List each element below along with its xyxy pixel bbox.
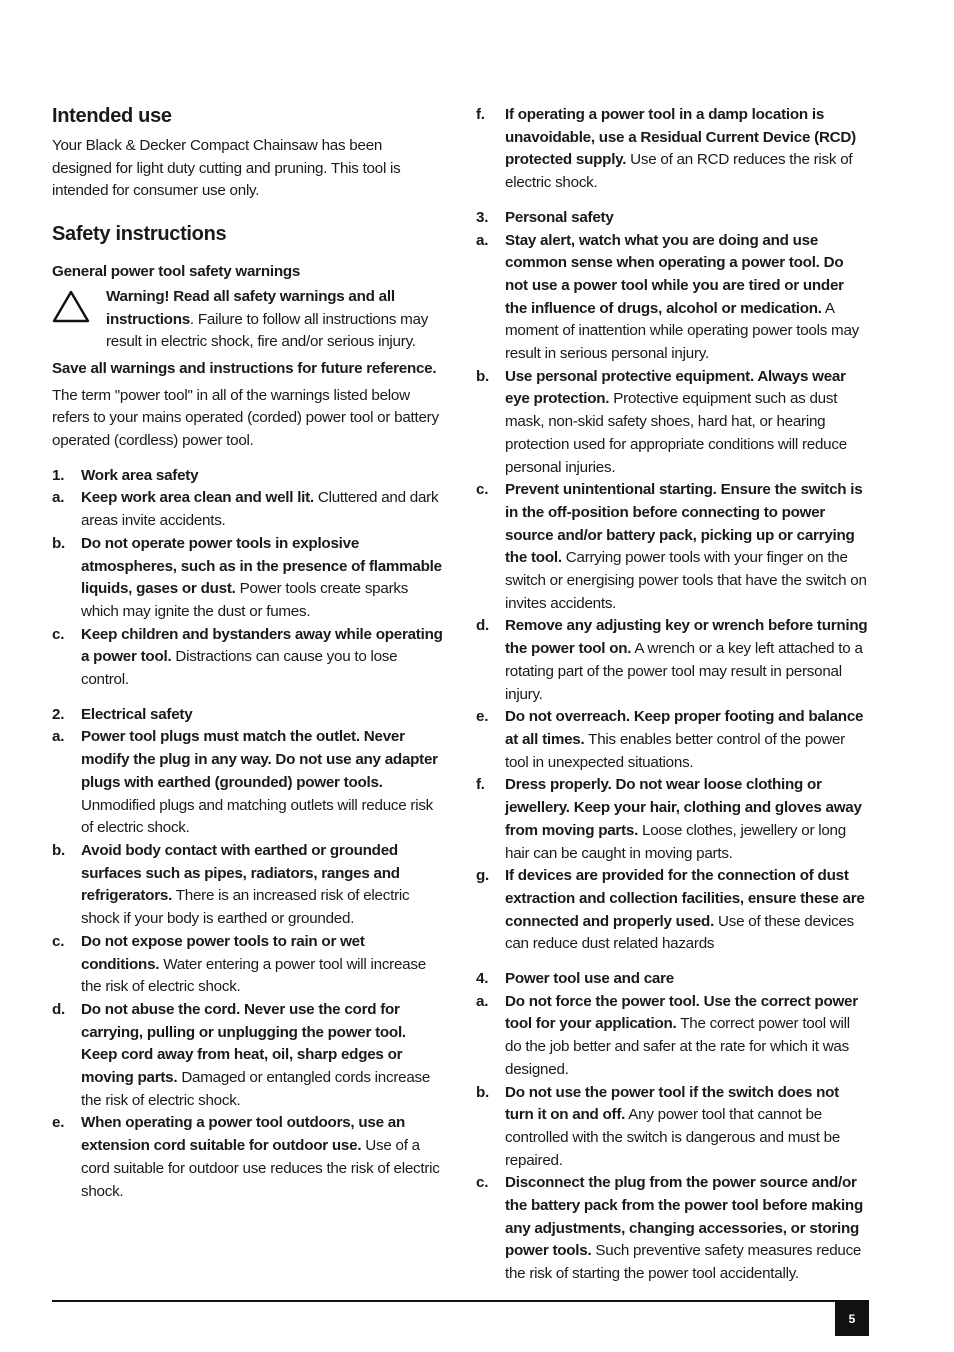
right-column — [476, 104, 868, 1286]
section-work-area-safety — [52, 465, 444, 488]
item-bold-text: If devices are provided for the connection of dust extraction and collection facilities, ensure these are connected and properly used. — [505, 867, 865, 930]
item-letter: d. — [476, 617, 489, 635]
item-bold-text: If operating a power tool in a damp location is unavoidable, use a Residual Current Device (RCD) protected supply. — [505, 106, 856, 169]
list-item — [476, 865, 868, 956]
section-title: Electrical safety — [81, 705, 193, 723]
list-item — [476, 230, 868, 366]
item-letter: a. — [52, 489, 65, 507]
list-item — [52, 999, 444, 1113]
power-tool-term-text: The term "power tool" in all of the warnings listed below refers to your mains operated (corded) power tool or battery operated (cordless) power tool. — [52, 386, 439, 450]
list-item — [476, 104, 868, 195]
item-letter: e. — [52, 1114, 65, 1132]
list-item — [52, 533, 444, 624]
item-letter: c. — [52, 932, 65, 950]
item-letter: c. — [476, 481, 489, 499]
item-bold-text: Do not force the power tool. Use the correct power tool for your application. — [505, 992, 858, 1033]
item-text: Cluttered and dark areas invite accidents. — [81, 489, 439, 530]
item-text: Protective equipment such as dust mask, non-skid safety shoes, hard hat, or hearing protection used for appropriate conditions will reduce personal injuries. — [505, 390, 847, 476]
list-item — [52, 624, 444, 692]
intended-use-text: Your Black & Decker Compact Chainsaw has been designed for light duty cutting and pruning. This tool is intended for consumer use only. — [52, 137, 401, 200]
section-title: Work area safety — [81, 466, 199, 484]
item-letter: a. — [476, 992, 489, 1010]
save-warnings-text: Save all warnings and instructions for future reference. — [52, 359, 437, 377]
list-item — [52, 487, 444, 532]
item-text: Power tools create sparks which may ignite the dust or fumes. — [81, 580, 409, 620]
item-letter: f. — [476, 106, 485, 123]
item-bold-text: When operating a power tool outdoors, use an extension cord suitable for outdoor use. — [81, 1114, 405, 1155]
item-text: Any power tool that cannot be controlled with the switch is dangerous and must be repaired. — [505, 1106, 841, 1169]
warning-bold-text: Warning! Read all safety warnings and all instructions — [106, 287, 395, 328]
item-bold-text: Avoid body contact with earthed or grounded surfaces such as pipes, radiators, ranges and refrigerators. — [81, 841, 400, 905]
warning-text — [106, 286, 444, 354]
item-text: Water entering a power tool will increase the risk of electric shock. — [81, 955, 426, 996]
list-item — [476, 615, 868, 706]
list-item — [476, 479, 868, 615]
warning-detail-text: . Failure to follow all instructions may result in electric shock, fire and/or serious injury. — [106, 310, 429, 351]
left-column — [52, 104, 444, 1203]
list-item — [52, 840, 444, 931]
item-letter: b. — [476, 367, 489, 385]
item-bold-text: Do not abuse the cord. Never use the cord for carrying, pulling or unplugging the power tool. Keep cord away from heat, oil, sharp edges or moving parts. — [81, 1000, 406, 1087]
section-number: 1. — [52, 466, 65, 484]
item-letter: a. — [476, 231, 489, 249]
item-text: Use of these devices can reduce dust related hazards — [505, 912, 854, 953]
section-title: Power tool use and care — [505, 970, 674, 988]
item-text: Use of an RCD reduces the risk of electric shock. — [505, 151, 853, 192]
item-bold-text: Do not use the power tool if the switch does not turn it on and off. — [505, 1083, 839, 1124]
general-warnings-heading: General power tool safety warnings — [52, 263, 301, 281]
item-text: Damaged or entangled cords increase the risk of electric shock. — [81, 1069, 431, 1109]
item-bold-text: Keep children and bystanders away while operating a power tool. — [81, 625, 443, 666]
section-personal-safety — [476, 207, 868, 230]
item-letter: a. — [52, 728, 65, 746]
item-text: Distractions can cause you to lose control. — [81, 648, 398, 689]
section-number: 4. — [476, 970, 489, 988]
item-bold-text: Stay alert, watch what you are doing and use common sense when operating a power tool. Do not use a power tool while you are tired or under the influence of drugs, alcohol or medication. — [505, 231, 844, 317]
list-item — [52, 726, 444, 840]
item-text: This enables better control of the power tool in unexpected situations. — [505, 730, 845, 771]
list-item — [52, 931, 444, 999]
intended-use-heading: Intended use — [52, 105, 172, 127]
item-letter: g. — [476, 867, 489, 885]
list-item — [476, 1082, 868, 1173]
safety-instructions-heading: Safety instructions — [52, 223, 227, 246]
item-bold-text: Remove any adjusting key or wrench before turning the power tool on. — [505, 617, 868, 658]
item-letter: c. — [52, 625, 65, 643]
item-text: Unmodified plugs and matching outlets will reduce risk of electric shock. — [81, 796, 434, 837]
item-letter: b. — [52, 534, 65, 552]
list-item — [476, 706, 868, 774]
section-number: 3. — [476, 208, 489, 226]
section-number: 2. — [52, 705, 65, 723]
list-item — [476, 366, 868, 480]
item-text: Carrying power tools with your finger on the switch or energising power tools that have the switch on invites accidents. — [505, 549, 867, 612]
list-item — [52, 1112, 444, 1203]
item-text: Use of a cord suitable for outdoor use reduces the risk of electric shock. — [81, 1137, 440, 1200]
list-item — [476, 774, 868, 865]
item-letter: c. — [476, 1174, 489, 1192]
item-text: Such preventive safety measures reduce the risk of starting the power tool accidentally. — [505, 1242, 862, 1283]
item-bold-text: Do not overreach. Keep proper footing and balance at all times. — [505, 708, 864, 748]
item-bold-text: Use personal protective equipment. Always wear eye protection. — [505, 367, 846, 408]
section-power-tool-use-and-care — [476, 968, 868, 991]
section-title: Personal safety — [505, 208, 614, 226]
item-letter: d. — [52, 1000, 65, 1018]
item-bold-text: Dress properly. Do not wear loose clothing or jewellery. Keep your hair, clothing and gloves away from moving parts. — [505, 776, 862, 839]
item-text: Loose clothes, jewellery or long hair can be caught in moving parts. — [505, 821, 846, 862]
item-bold-text: Do not expose power tools to rain or wet conditions. — [81, 932, 365, 973]
page-number: 5 — [835, 1302, 869, 1336]
item-text: There is an increased risk of electric shock if your body is earthed or grounded. — [81, 887, 410, 928]
footer-rule — [52, 1300, 869, 1302]
item-text: A wrench or a key left attached to a rotating part of the power tool may result in personal injury. — [505, 640, 863, 703]
item-bold-text: Do not operate power tools in explosive atmospheres, such as in the presence of flammable liquids, gases or dust. — [81, 534, 442, 598]
item-bold-text: Disconnect the plug from the power source and/or the battery pack from the power tool before making any adjustments, changing accessories, or storing power tools. — [505, 1174, 863, 1260]
warning-triangle-icon — [52, 286, 106, 354]
item-letter: e. — [476, 708, 489, 726]
item-text: The correct power tool will do the job better and safer at the rate for which it was designed. — [505, 1015, 850, 1078]
list-item — [476, 991, 868, 1082]
item-text: A moment of inattention while operating power tools may result in serious personal injury. — [505, 299, 859, 363]
item-bold-text: Prevent unintentional starting. Ensure the switch is in the off-position before connecting to power source and/or battery pack, picking up or carrying the tool. — [505, 481, 863, 567]
list-item — [476, 1172, 868, 1286]
item-bold-text: Keep work area clean and well lit. — [81, 489, 314, 507]
item-letter: b. — [476, 1083, 489, 1101]
warning-block — [52, 286, 444, 354]
item-letter: b. — [52, 841, 65, 859]
item-bold-text: Power tool plugs must match the outlet. Never modify the plug in any way. Do not use any adapter plugs with earthed (grounded) power tools. — [81, 728, 438, 791]
section-electrical-safety — [52, 704, 444, 727]
item-letter: f. — [476, 776, 485, 794]
